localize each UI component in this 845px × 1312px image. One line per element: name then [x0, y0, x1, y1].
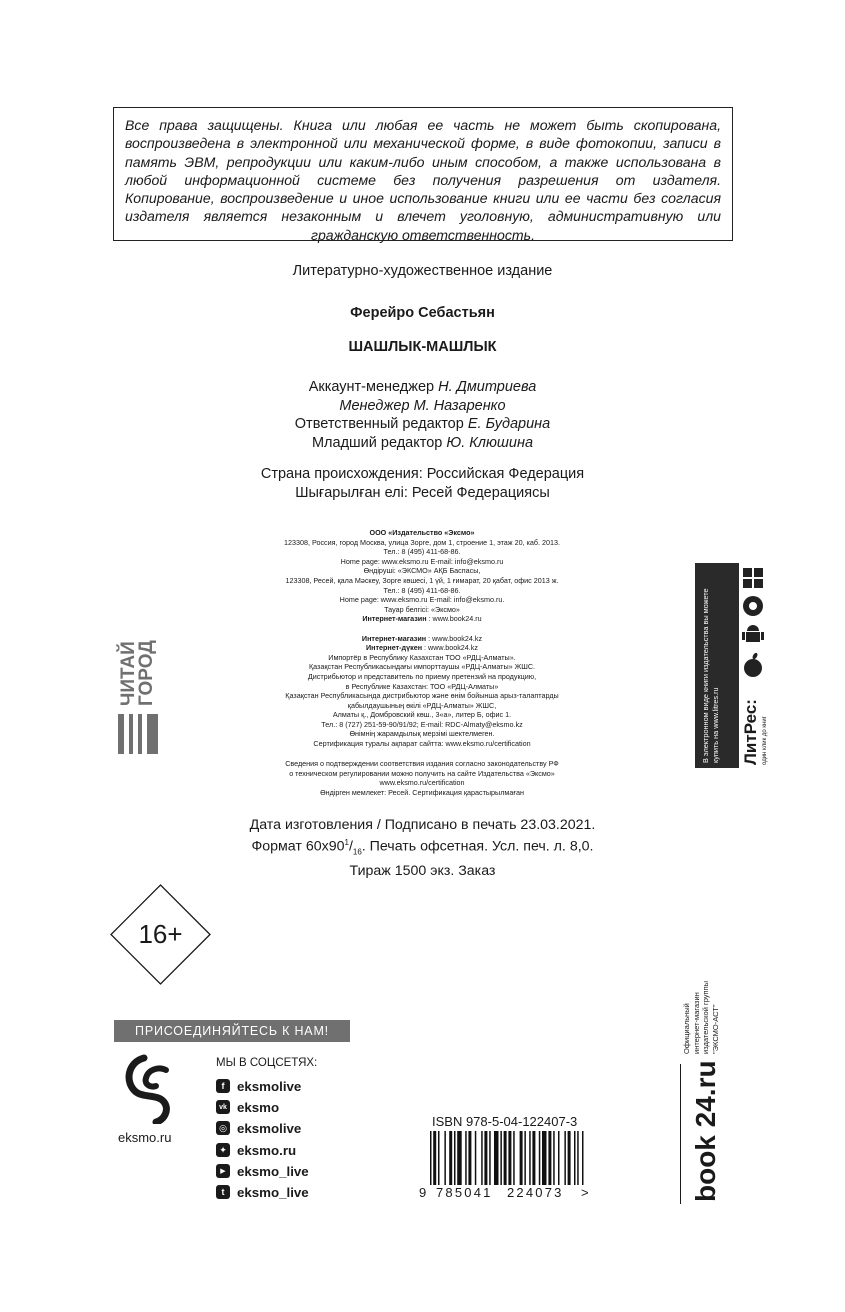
- certification-line: www.eksmo.ru/certification: [379, 778, 465, 788]
- imprint-line: Тауар белгісі: «Эксмо»: [384, 604, 460, 614]
- imprint-line: Home page: www.eksmo.ru E-mail: info@eksmo.ru: [340, 556, 504, 566]
- edition-type: Литературно-художественное издание: [292, 263, 553, 279]
- android-icon: [742, 623, 764, 647]
- litres-brand: [742, 563, 772, 768]
- print-run: Тираж 1500 экз. Заказ: [349, 862, 496, 879]
- imprint-line: қабылдаушының өкілі «РДЦ-Алматы» ЖШС,: [347, 700, 497, 710]
- barcode: [430, 1131, 586, 1185]
- barcode-bar: [494, 1131, 499, 1185]
- rights-notice: Все права защищены. Книга или любая ее часть не может быть скопирована, воспроизведена в электронной или механической форме, в виде фотокопии, записи в память ЭВМ, репродукции или каким-либо иным способом, а также использована в любой информационной системе без получения разрешения от издателя. Копирование, воспроизведение и иное использование книги или ее части без согласия издателя является незаконным и влечет уголовную, административную или гражданскую ответственность.: [113, 107, 733, 241]
- barcode-bar: [577, 1131, 579, 1185]
- apple-icon: [742, 653, 764, 677]
- age-rating-badge: [110, 884, 211, 985]
- litres-promo-line1: В электронном виде книги издательства вы можете: [701, 588, 710, 763]
- eksmo-swirl-icon: [122, 1052, 182, 1124]
- social-link-instagram[interactable]: [216, 1119, 301, 1137]
- credit-line: Аккаунт-менеджер Н. Дмитриева: [308, 379, 537, 395]
- social-handle: eksmolive: [237, 1120, 302, 1136]
- credit-line: Младший редактор Ю. Клюшина: [311, 434, 534, 451]
- youtube-icon: ▶: [216, 1164, 230, 1178]
- windows-icon: [742, 567, 764, 589]
- chitai-gorod-logo: [118, 588, 158, 758]
- imprint-line: [222, 624, 622, 634]
- imprint-line: Импортёр в Республику Казахстан ТОО «РДЦ-Алматы».: [328, 652, 516, 662]
- book-title: ШАШЛЫК-МАШЛЫК: [348, 339, 497, 355]
- imprint-line: Тел.: 8 (495) 411-68-86.: [383, 547, 461, 557]
- isbn: ISBN 978-5-04-122407-3: [432, 1114, 578, 1129]
- book24-tagline-line: издательской группы: [701, 980, 710, 1054]
- social-link-youtube[interactable]: [216, 1162, 309, 1180]
- social-handle: eksmo.ru: [237, 1142, 297, 1158]
- barcode-bar: [444, 1131, 446, 1185]
- book24-divider: [680, 1064, 681, 1204]
- barcode-bar: [430, 1131, 432, 1185]
- facebook-icon: f: [216, 1079, 230, 1093]
- barcode-bar: [558, 1131, 560, 1185]
- barcode-bar: [449, 1131, 452, 1185]
- social-heading: МЫ В СОЦСЕТЯХ:: [216, 1057, 318, 1069]
- origin-ru: Страна происхождения: Российская Федерация: [260, 466, 585, 482]
- social-link-facebook[interactable]: [216, 1077, 301, 1095]
- barcode-bars: [430, 1131, 586, 1185]
- barcode-bar: [520, 1131, 523, 1185]
- imprint-line: Тел.: 8 (727) 251-59-90/91/92; E-mail: RDC-Almaty@eksmo.kz: [321, 719, 523, 729]
- barcode-bar: [582, 1131, 584, 1185]
- barcode-bar: [529, 1131, 531, 1185]
- imprint-line: Интернет-магазин : www.book24.kz: [361, 633, 483, 643]
- barcode-bar: [484, 1131, 487, 1185]
- social-handle: eksmolive: [237, 1078, 302, 1094]
- barcode-bar: [438, 1131, 440, 1185]
- barcode-digits-left: 785041: [436, 1185, 493, 1200]
- book24-logo: [688, 1060, 728, 1206]
- author: Ферейро Себастьян: [350, 305, 495, 321]
- barcode-bar: [532, 1131, 535, 1185]
- instagram-icon: ◎: [216, 1121, 230, 1135]
- ok-icon: ✦: [216, 1143, 230, 1157]
- imprint-line: Сертификация туралы ақпарат сайтта: www.eksmo.ru/certification: [313, 739, 531, 749]
- vk-icon: vk: [216, 1100, 230, 1114]
- imprint-line: 123308, Ресей, қала Мәскеу, Зорге көшесі, 1 үй, 1 ғимарат, 20 қабат, офис 2013 ж.: [285, 575, 559, 585]
- credit-line: Ответственный редактор Е. Бударина: [294, 416, 551, 432]
- certification-line: Өндірген мемлекет: Ресей. Сертификация қарастырылмаған: [320, 787, 524, 797]
- social-handle: eksmo: [237, 1099, 280, 1115]
- litres-logo: ЛитРес:: [741, 699, 760, 765]
- chitai-gorod-line2: ГОРОД: [136, 640, 157, 706]
- barcode-bar: [548, 1131, 551, 1185]
- barcode-bar: [433, 1131, 436, 1185]
- litres-slogan: один клик до книг: [762, 716, 768, 765]
- barcode-bar: [524, 1131, 526, 1185]
- imprint-line: Өндіруші: «ЭКСМО» АҚБ Баспасы,: [363, 566, 481, 576]
- imprint-line: Қазақстан Республикасындағы импорттаушы «РДЦ-Алматы» ЖШС.: [308, 662, 536, 672]
- book24-tagline-line: Официальный: [682, 1003, 691, 1054]
- book24-logo-text: book 24.ru: [690, 1060, 721, 1202]
- credits: [0, 378, 845, 452]
- print-date: Дата изготовления / Подписано в печать 23.03.2021.: [249, 817, 596, 833]
- barcode-bar: [542, 1131, 547, 1185]
- barcode-bar: [508, 1131, 511, 1185]
- imprint-line: Интернет-дүкен : www.book24.kz: [365, 643, 478, 653]
- barcode-digits: [419, 1185, 599, 1201]
- barcode-digits-right: 224073: [507, 1185, 564, 1200]
- barcode-bar: [568, 1131, 571, 1185]
- certification-line: о техническом регулировании можно получить на сайте Издательства «Эксмо»: [289, 768, 555, 778]
- social-link-ok[interactable]: [216, 1141, 296, 1159]
- barcode-bar: [454, 1131, 456, 1185]
- litres-promo-line2: купить на www.litres.ru: [711, 687, 720, 763]
- barcode-bar: [513, 1131, 515, 1185]
- barcode-bar: [457, 1131, 462, 1185]
- imprint-line: Қазақстан Республикасында дистрибьютор және өнім бойынша арыз-талаптарды: [285, 691, 559, 701]
- eksmo-site[interactable]: eksmo.ru: [118, 1130, 172, 1145]
- barcode-bar: [504, 1131, 507, 1185]
- barcode-bar: [500, 1131, 502, 1185]
- imprint-line: Интернет-магазин : www.book24.ru: [362, 614, 482, 624]
- print-format: Формат $60х90^1/_{16}$. Печать офсетная. Усл. печ. л. 8,0.: [251, 838, 594, 857]
- imprint-block: [222, 528, 622, 749]
- book24-tagline: [678, 968, 744, 1058]
- join-banner: ПРИСОЕДИНЯЙТЕСЬ К НАМ!: [114, 1020, 350, 1042]
- social-handle: eksmo_live: [237, 1163, 309, 1179]
- barcode-end-mark: >: [581, 1185, 589, 1200]
- imprint-line: Өнімнің жарамдылық мерзімі шектелмеген.: [349, 729, 495, 739]
- print-info: [0, 816, 845, 880]
- imprint-line: ООО «Издательство «Эксмо»: [369, 528, 475, 537]
- barcode-bar: [564, 1131, 566, 1185]
- origin: [0, 465, 845, 502]
- imprint-line: Дистрибьютор и представитель по приему претензий на продукцию,: [307, 671, 537, 681]
- eksmo-logo: [122, 1052, 182, 1124]
- credit-line: Менеджер М. Назаренко: [339, 397, 506, 414]
- imprint-line: 123308, Россия, город Москва, улица Зорге, дом 1, строение 1, этаж 20, каб. 2013.: [284, 537, 560, 547]
- book24-tagline-line: интернет-магазин: [691, 992, 701, 1054]
- litres-promo-text: [701, 588, 721, 763]
- book24-tagline-line: "ЭКСМО-АСТ": [710, 1004, 720, 1054]
- certification-block: [222, 759, 622, 797]
- social-link-twitter[interactable]: [216, 1183, 309, 1201]
- imprint-line: Home page: www.eksmo.ru E-mail: info@eksmo.ru.: [339, 595, 505, 605]
- barcode-bar: [465, 1131, 467, 1185]
- barcode-bar: [539, 1131, 541, 1185]
- imprint-line: Тел.: 8 (495) 411-68-86.: [383, 585, 461, 595]
- barcode-bar: [553, 1131, 555, 1185]
- book24-tagline-text: [682, 981, 720, 1054]
- twitter-icon: t: [216, 1185, 230, 1199]
- imprint-line: Алматы қ., Домбровский көш., 3«а», литер Б, офис 1.: [332, 710, 512, 720]
- barcode-digit-first: 9: [419, 1185, 427, 1200]
- barcode-bar: [574, 1131, 576, 1185]
- barcode-bar: [468, 1131, 471, 1185]
- litres-promo-bar: [695, 563, 739, 768]
- barcode-bar: [489, 1131, 491, 1185]
- age-rating: 16+: [138, 919, 183, 949]
- certification-line: Сведения о подтверждении соответствия издания согласно законодательству РФ: [285, 759, 559, 768]
- chitai-gorod-line1: ЧИТАЙ: [118, 641, 139, 706]
- browser-icon: [742, 595, 764, 617]
- barcode-bar: [475, 1131, 477, 1185]
- social-handle: eksmo_live: [237, 1184, 309, 1200]
- barcode-bar: [481, 1131, 483, 1185]
- imprint-line: в Республике Казахстан: ТОО «РДЦ-Алматы»: [345, 681, 499, 691]
- chitai-gorod-text: [120, 640, 156, 706]
- social-link-vk[interactable]: [216, 1098, 279, 1116]
- origin-kz: Шығарылған елі: Ресей Федерациясы: [295, 484, 550, 501]
